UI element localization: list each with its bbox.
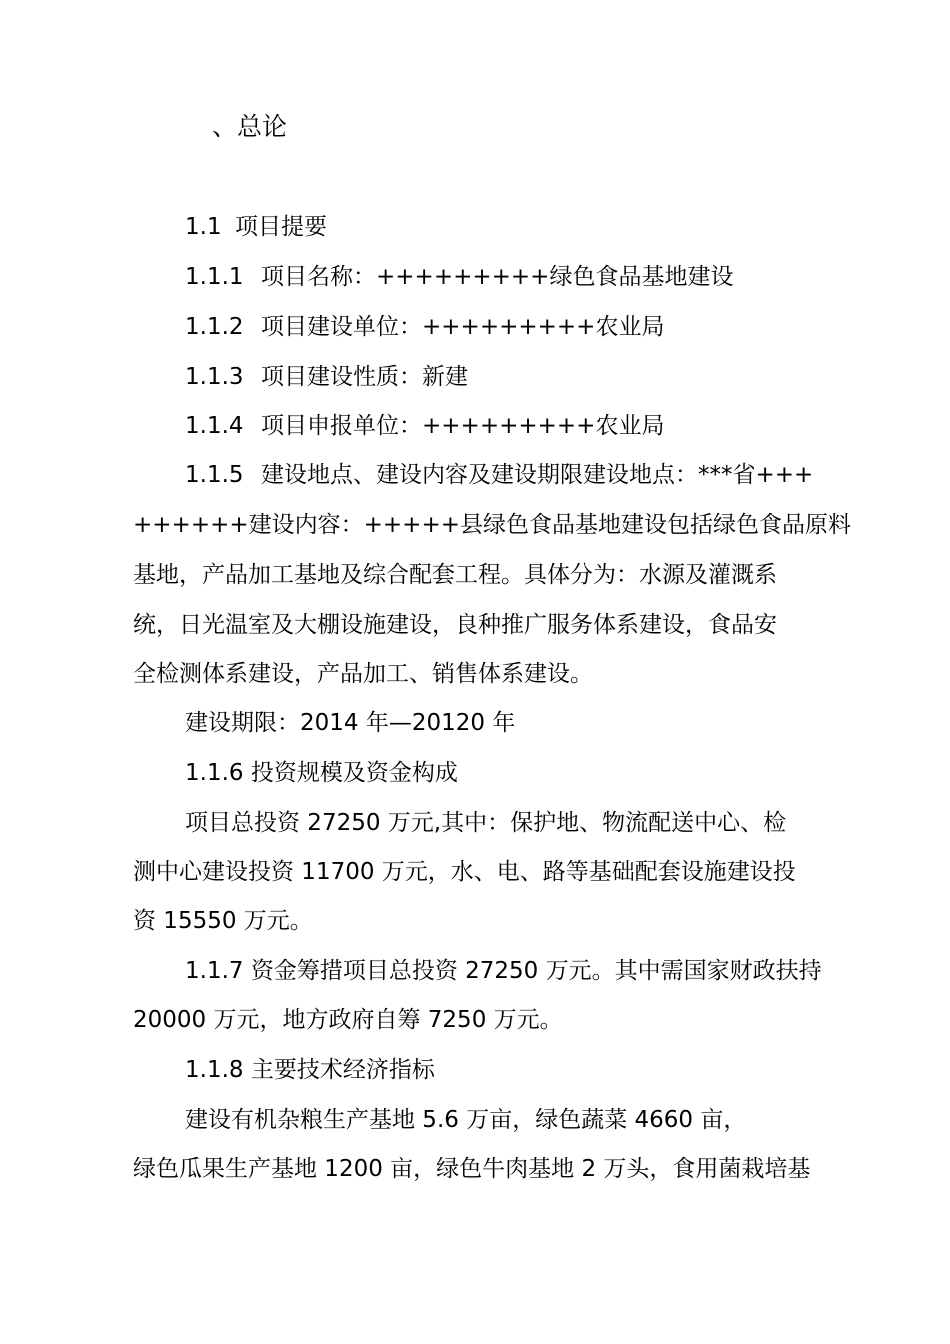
section-number: 1.1.4 [185, 413, 244, 439]
section-number: 1.1.3 [185, 364, 244, 390]
paragraph-line: 20000 万元，地方政府自筹 7250 万元。 [133, 1007, 563, 1033]
section-1-1-2 [185, 312, 664, 342]
paragraph-text: 建设地点、建设内容及建设期限建设地点：***省+++ [261, 462, 814, 488]
section-1-1-8-heading: 1.1.8 主要技术经济指标 [185, 1057, 435, 1083]
paragraph-line: 建设有机杂粮生产基地 5.6 万亩，绿色蔬菜 4660 亩， [185, 1107, 747, 1133]
construction-period: 建设期限：2014 年—20120 年 [185, 710, 516, 736]
section-1-1-3 [185, 362, 468, 392]
section-title: 项目名称：+++++++++绿色食品基地建设 [261, 264, 734, 290]
section-number: 1.1.2 [185, 314, 244, 340]
section-title: 项目申报单位：+++++++++农业局 [261, 413, 665, 439]
section-title: 项目提要 [235, 214, 327, 240]
section-1-1-4 [185, 411, 664, 441]
paragraph-line: 全检测体系建设，产品加工、销售体系建设。 [133, 661, 593, 687]
paragraph-line: 统，日光温室及大棚设施建设，良种推广服务体系建设，食品安 [133, 612, 777, 638]
section-1-1-7-line-1: 1.1.7 资金筹措项目总投资 27250 万元。其中需国家财政扶持 [185, 958, 822, 984]
section-1-1-6-heading: 1.1.6 投资规模及资金构成 [185, 760, 458, 786]
section-number: 1.1.1 [185, 264, 244, 290]
section-title: 项目建设性质：新建 [261, 364, 468, 390]
paragraph-line: 测中心建设投资 11700 万元，水、电、路等基础配套设施建设投 [133, 859, 796, 885]
section-1-1-5-line-1 [185, 460, 813, 490]
section-title: 项目建设单位：+++++++++农业局 [261, 314, 665, 340]
paragraph-line: 绿色瓜果生产基地 1200 亩，绿色牛肉基地 2 万头，食用菌栽培基 [133, 1156, 811, 1182]
section-1-1 [185, 212, 327, 242]
paragraph-line: ++++++建设内容：+++++县绿色食品基地建设包括绿色食品原料 [133, 512, 851, 538]
chapter-title: 、总论 [212, 112, 288, 141]
section-1-1-1 [185, 262, 733, 292]
paragraph-line: 资 15550 万元。 [133, 908, 313, 934]
section-number: 1.1 [185, 214, 222, 240]
section-number: 1.1.5 [185, 462, 244, 488]
paragraph-line: 项目总投资 27250 万元,其中：保护地、物流配送中心、检 [185, 810, 787, 836]
paragraph-line: 基地，产品加工基地及综合配套工程。具体分为：水源及灌溉系 [133, 562, 777, 588]
